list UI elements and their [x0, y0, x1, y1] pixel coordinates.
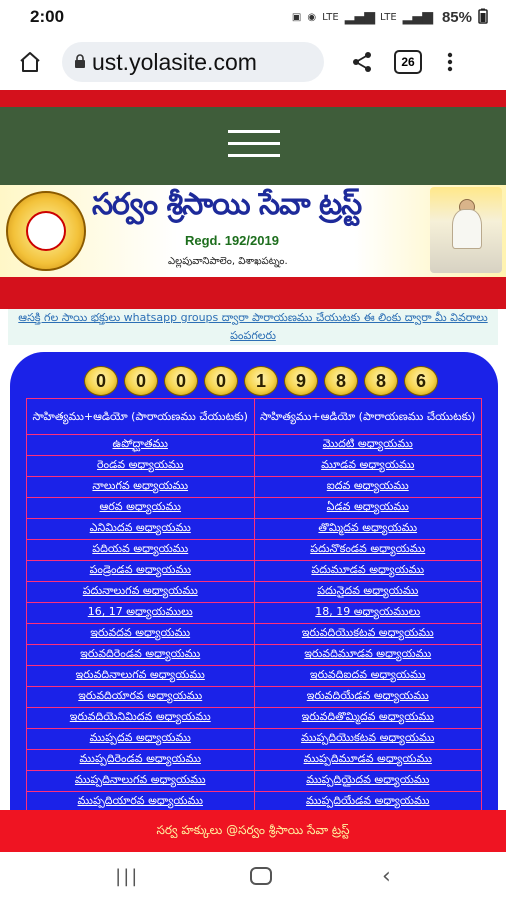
- counter-digit: 9: [284, 366, 318, 396]
- chapter-cell: [254, 624, 482, 645]
- trust-logo-emblem: [6, 191, 86, 271]
- tab-switcher-button[interactable]: 26: [394, 50, 422, 74]
- banner-title: సర్వం శ్రీసాయి సేవా ట్రస్ట్: [92, 187, 362, 222]
- visitor-counter: [84, 366, 438, 396]
- chapter-link[interactable]: ముప్పదియారవ అధ్యాయము: [77, 794, 203, 807]
- chapter-cell: [254, 561, 482, 582]
- volte-icon: LTE: [380, 11, 397, 23]
- share-icon: [351, 51, 373, 73]
- chapter-link[interactable]: తొమ్మిదవ అధ్యాయము: [318, 521, 418, 534]
- chapter-cell: [254, 519, 482, 540]
- chapter-link[interactable]: ఇరువదవ అధ్యాయము: [90, 626, 191, 639]
- counter-digit: 8: [364, 366, 398, 396]
- share-button[interactable]: [346, 46, 378, 78]
- status-icons: [292, 8, 488, 27]
- lock-icon: [74, 54, 86, 71]
- chapter-link[interactable]: పదునాలుగవ అధ్యాయము: [82, 584, 198, 597]
- chapter-link[interactable]: ఏడవ అధ్యాయము: [326, 500, 409, 513]
- chapter-link[interactable]: మొదటి అధ్యాయము: [322, 437, 413, 450]
- table-row: [27, 624, 482, 645]
- chapter-link[interactable]: ముప్పదియైదవ అధ్యాయము: [306, 773, 430, 786]
- chapter-link[interactable]: ఇరువదిఐదవ అధ్యాయము: [310, 668, 426, 681]
- chapter-cell: [254, 666, 482, 687]
- signal-icon: ▂▄▆: [344, 9, 375, 25]
- sai-baba-photo: [430, 187, 502, 273]
- chapter-cell: [27, 435, 255, 456]
- counter-digit: 0: [124, 366, 158, 396]
- chapter-cell: [27, 498, 255, 519]
- chapter-cell: [27, 561, 255, 582]
- chapter-link[interactable]: ఇరువదితొమ్మిదవ అధ్యాయము: [301, 710, 434, 723]
- counter-digit: 0: [164, 366, 198, 396]
- chapter-cell: [27, 519, 255, 540]
- chapter-cell: [254, 603, 482, 624]
- site-banner: [0, 185, 506, 277]
- chapter-cell: [27, 582, 255, 603]
- url-text: ust.yolasite.com: [92, 48, 257, 75]
- site-footer: సర్వ హక్కులు @సర్వం శ్రీసాయి సేవా ట్రస్ట్: [0, 810, 506, 852]
- chapter-cell: [254, 771, 482, 792]
- chapters-table-wrapper: [26, 398, 482, 813]
- table-row: [27, 519, 482, 540]
- status-bar: [0, 0, 506, 34]
- chapter-link[interactable]: ముప్పదినాలుగవ అధ్యాయము: [74, 773, 206, 786]
- chapter-link[interactable]: ఆరవ అధ్యాయము: [99, 500, 181, 513]
- address-bar[interactable]: [62, 42, 324, 82]
- chapters-table: [26, 398, 482, 813]
- chapter-link[interactable]: పండ్రెండవ అధ్యాయము: [89, 563, 191, 576]
- chapter-cell: [27, 687, 255, 708]
- sim-icon: ▣: [291, 11, 302, 23]
- table-row: [27, 645, 482, 666]
- chapter-link[interactable]: ఇరువదిమూడవ అధ్యాయము: [304, 647, 432, 660]
- battery-level: 85%: [441, 8, 472, 26]
- chapter-cell: [254, 456, 482, 477]
- chapter-link[interactable]: ఐదవ అధ్యాయము: [326, 479, 409, 492]
- counter-digit: 8: [324, 366, 358, 396]
- chapter-link[interactable]: నాలుగవ అధ్యాయము: [92, 479, 189, 492]
- table-row: [27, 561, 482, 582]
- chapter-cell: [27, 624, 255, 645]
- chapter-cell: [254, 498, 482, 519]
- android-nav-bar: [0, 852, 506, 900]
- chapter-link[interactable]: ఇరువదియొకటవ అధ్యాయము: [301, 626, 434, 639]
- banner-registration: Regd. 192/2019: [185, 233, 279, 248]
- table-row: [27, 729, 482, 750]
- chapter-cell: [27, 666, 255, 687]
- chapter-cell: [254, 435, 482, 456]
- table-row: [27, 771, 482, 792]
- table-row: [27, 582, 482, 603]
- banner-location: ఎల్లపువానిపాలెం, విశాఖపట్నం.: [168, 256, 288, 267]
- more-menu-button[interactable]: [440, 46, 460, 78]
- recent-apps-button[interactable]: |||: [115, 865, 140, 887]
- back-button[interactable]: ‹: [382, 863, 391, 889]
- table-row: [27, 477, 482, 498]
- chapter-cell: [254, 687, 482, 708]
- chapter-link[interactable]: ఇరువదినాలుగవ అధ్యాయము: [75, 668, 205, 681]
- table-row: [27, 708, 482, 729]
- chapter-cell: [27, 771, 255, 792]
- chapter-cell: [27, 729, 255, 750]
- chapter-link[interactable]: ఇరువదియెనిమిదవ అధ్యాయము: [69, 710, 211, 723]
- chapter-cell: [27, 645, 255, 666]
- home-nav-button[interactable]: [250, 867, 272, 885]
- hamburger-menu-icon[interactable]: [228, 130, 280, 160]
- chapter-cell: [27, 456, 255, 477]
- counter-digit: 6: [404, 366, 438, 396]
- counter-digit: 0: [204, 366, 238, 396]
- chapter-cell: [27, 603, 255, 624]
- table-header: సాహిత్యము+ఆడియో (పారాయణము చేయుటకు): [27, 399, 255, 435]
- chapter-link[interactable]: ముప్పదిమూడవ అధ్యాయము: [303, 752, 432, 765]
- chapter-link[interactable]: ఇరువదియేడవ అధ్యాయము: [306, 689, 429, 702]
- table-row: [27, 540, 482, 561]
- chapter-cell: [254, 729, 482, 750]
- status-time: 2:00: [30, 7, 65, 26]
- table-row: [27, 666, 482, 687]
- table-row: [27, 498, 482, 519]
- table-row: [27, 687, 482, 708]
- chapter-link[interactable]: పదుమూడవ అధ్యాయము: [311, 563, 425, 576]
- home-icon: [18, 50, 42, 74]
- chapter-link[interactable]: పదియవ అధ్యాయము: [92, 542, 189, 555]
- chapter-link[interactable]: ముప్పదియేడవ అధ్యాయము: [306, 794, 430, 807]
- table-row: [27, 750, 482, 771]
- battery-icon: [478, 8, 488, 27]
- chapter-cell: [254, 645, 482, 666]
- counter-digit: 0: [84, 366, 118, 396]
- chapter-link[interactable]: రెండవ అధ్యాయము: [97, 458, 184, 471]
- site-nav-bar: [0, 107, 506, 185]
- header-bottom-strip: [0, 277, 506, 309]
- chapter-cell: [254, 708, 482, 729]
- chapter-link[interactable]: ఇరువదియారవ అధ్యాయము: [78, 689, 203, 702]
- chapter-link[interactable]: ముప్పదిరెండవ అధ్యాయము: [79, 752, 201, 765]
- more-vert-icon: [447, 52, 453, 72]
- chapter-link[interactable]: ముప్పదియొకటవ అధ్యాయము: [301, 731, 435, 744]
- table-row: [27, 603, 482, 624]
- hotspot-icon: ◉: [307, 11, 317, 23]
- chapter-link[interactable]: 16, 17 అధ్యాయములు: [87, 605, 193, 618]
- chapter-cell: [254, 582, 482, 603]
- chapter-link[interactable]: ఉపోద్ఘాతము: [112, 437, 168, 450]
- table-row: [27, 456, 482, 477]
- whatsapp-notice-link[interactable]: ఆసక్తి గల సాయి భక్తులు whatsapp groups ద్వారా పారాయణము చేయుటకు ఈ లింకు ద్వారా మీ వివరాలు పంపగలరు: [8, 309, 498, 345]
- chapter-cell: [27, 540, 255, 561]
- table-header: సాహిత్యము+ఆడియో (పారాయణము చేయుటకు): [254, 399, 482, 435]
- chapter-link[interactable]: పదునైదవ అధ్యాయము: [317, 584, 419, 597]
- header-top-strip: [0, 90, 506, 107]
- chapter-link[interactable]: ఇరువదిరెండవ అధ్యాయము: [80, 647, 201, 660]
- table-row: [27, 435, 482, 456]
- chapter-link[interactable]: 18, 19 అధ్యాయములు: [315, 605, 421, 618]
- chapter-cell: [254, 540, 482, 561]
- chapter-link[interactable]: పదునొకండవ అధ్యాయము: [310, 542, 426, 555]
- signal-icon: ▂▄▆: [402, 9, 432, 25]
- home-button[interactable]: [14, 46, 46, 78]
- chapter-cell: [27, 708, 255, 729]
- chapter-cell: [27, 750, 255, 771]
- chapter-link[interactable]: మూడవ అధ్యాయము: [321, 458, 415, 471]
- chapter-cell: [254, 750, 482, 771]
- counter-digit: 1: [244, 366, 278, 396]
- browser-toolbar: [0, 34, 506, 90]
- chapter-cell: [27, 477, 255, 498]
- chapter-link[interactable]: ముప్పదవ అధ్యాయము: [89, 731, 191, 744]
- chapter-link[interactable]: ఎనిమిదవ అధ్యాయము: [89, 521, 191, 534]
- chapter-cell: [254, 477, 482, 498]
- volte-icon: LTE: [322, 11, 339, 23]
